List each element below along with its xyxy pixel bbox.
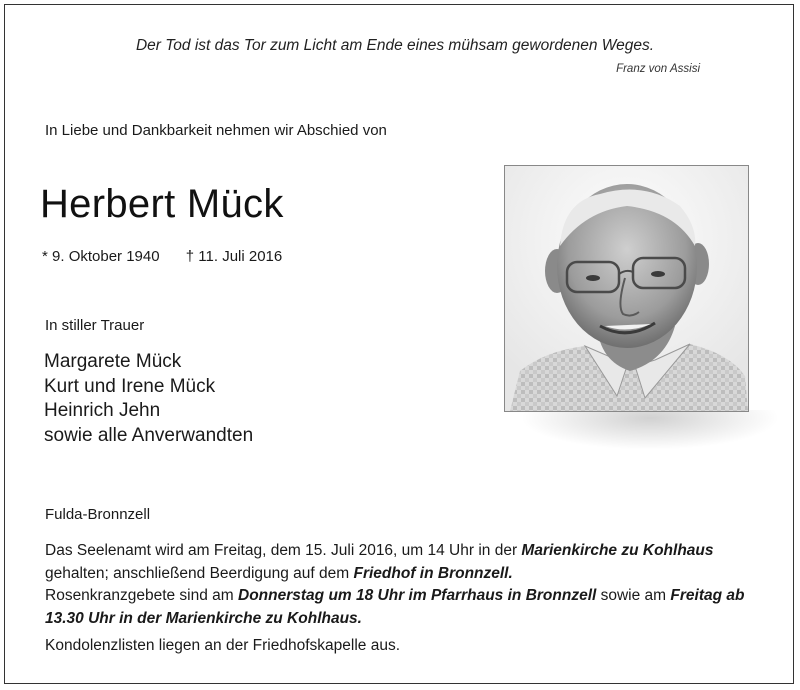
place-name: Fulda-Bronnzell (45, 506, 151, 523)
intro-text: In Liebe und Dankbarkeit nehmen wir Abschied von (45, 122, 387, 139)
life-dates (42, 248, 282, 265)
mourning-label: In stiller Trauer (45, 317, 145, 334)
notice-highlight: Donnerstag um 18 Uhr im Pfarrhaus in Bronnzell (238, 587, 597, 604)
notice-highlight: Freitag ab 13.30 Uhr in der Marienkirche zu Kohlhaus. (45, 587, 745, 627)
death-date: 11. Juli 2016 (198, 248, 283, 265)
death-symbol: † (185, 248, 195, 265)
family-member: sowie alle Anverwandten (44, 424, 254, 446)
family-member: Margarete Mück (44, 351, 182, 372)
quote-author: Franz von Assisi (616, 63, 700, 75)
portrait-photo (504, 165, 749, 412)
notice-highlight: Marienkirche zu Kohlhaus (521, 542, 714, 559)
notice-paragraph-3: Kondolenzlisten liegen an der Friedhofskapelle aus. (45, 637, 401, 654)
birth-symbol: * (42, 248, 48, 265)
notice-paragraph-2 (45, 585, 775, 630)
notice-highlight: Friedhof in Bronnzell. (353, 564, 513, 582)
notice-paragraph-1 (45, 540, 775, 585)
photo-shadow (520, 410, 780, 450)
notice-text: Rosenkranzgebete sind am (45, 587, 239, 604)
birth-date: 9. Oktober 1940 (52, 248, 160, 265)
family-list (44, 350, 253, 448)
notice-text: Das Seelenamt wird am Freitag, dem 15. Juli 2016, um 14 Uhr in der (45, 542, 522, 559)
family-member: Kurt und Irene Mück (44, 375, 216, 397)
portrait-icon (505, 166, 748, 411)
notice-text: gehalten; anschließend Beerdigung auf dem (45, 564, 354, 582)
funeral-notice (45, 540, 775, 658)
notice-text: sowie am (596, 587, 671, 604)
family-member: Heinrich Jehn (44, 400, 161, 421)
deceased-name: Herbert Mück (40, 182, 284, 226)
quote-text: Der Tod ist das Tor zum Licht am Ende eines mühsam gewordenen Weges. (135, 37, 655, 54)
